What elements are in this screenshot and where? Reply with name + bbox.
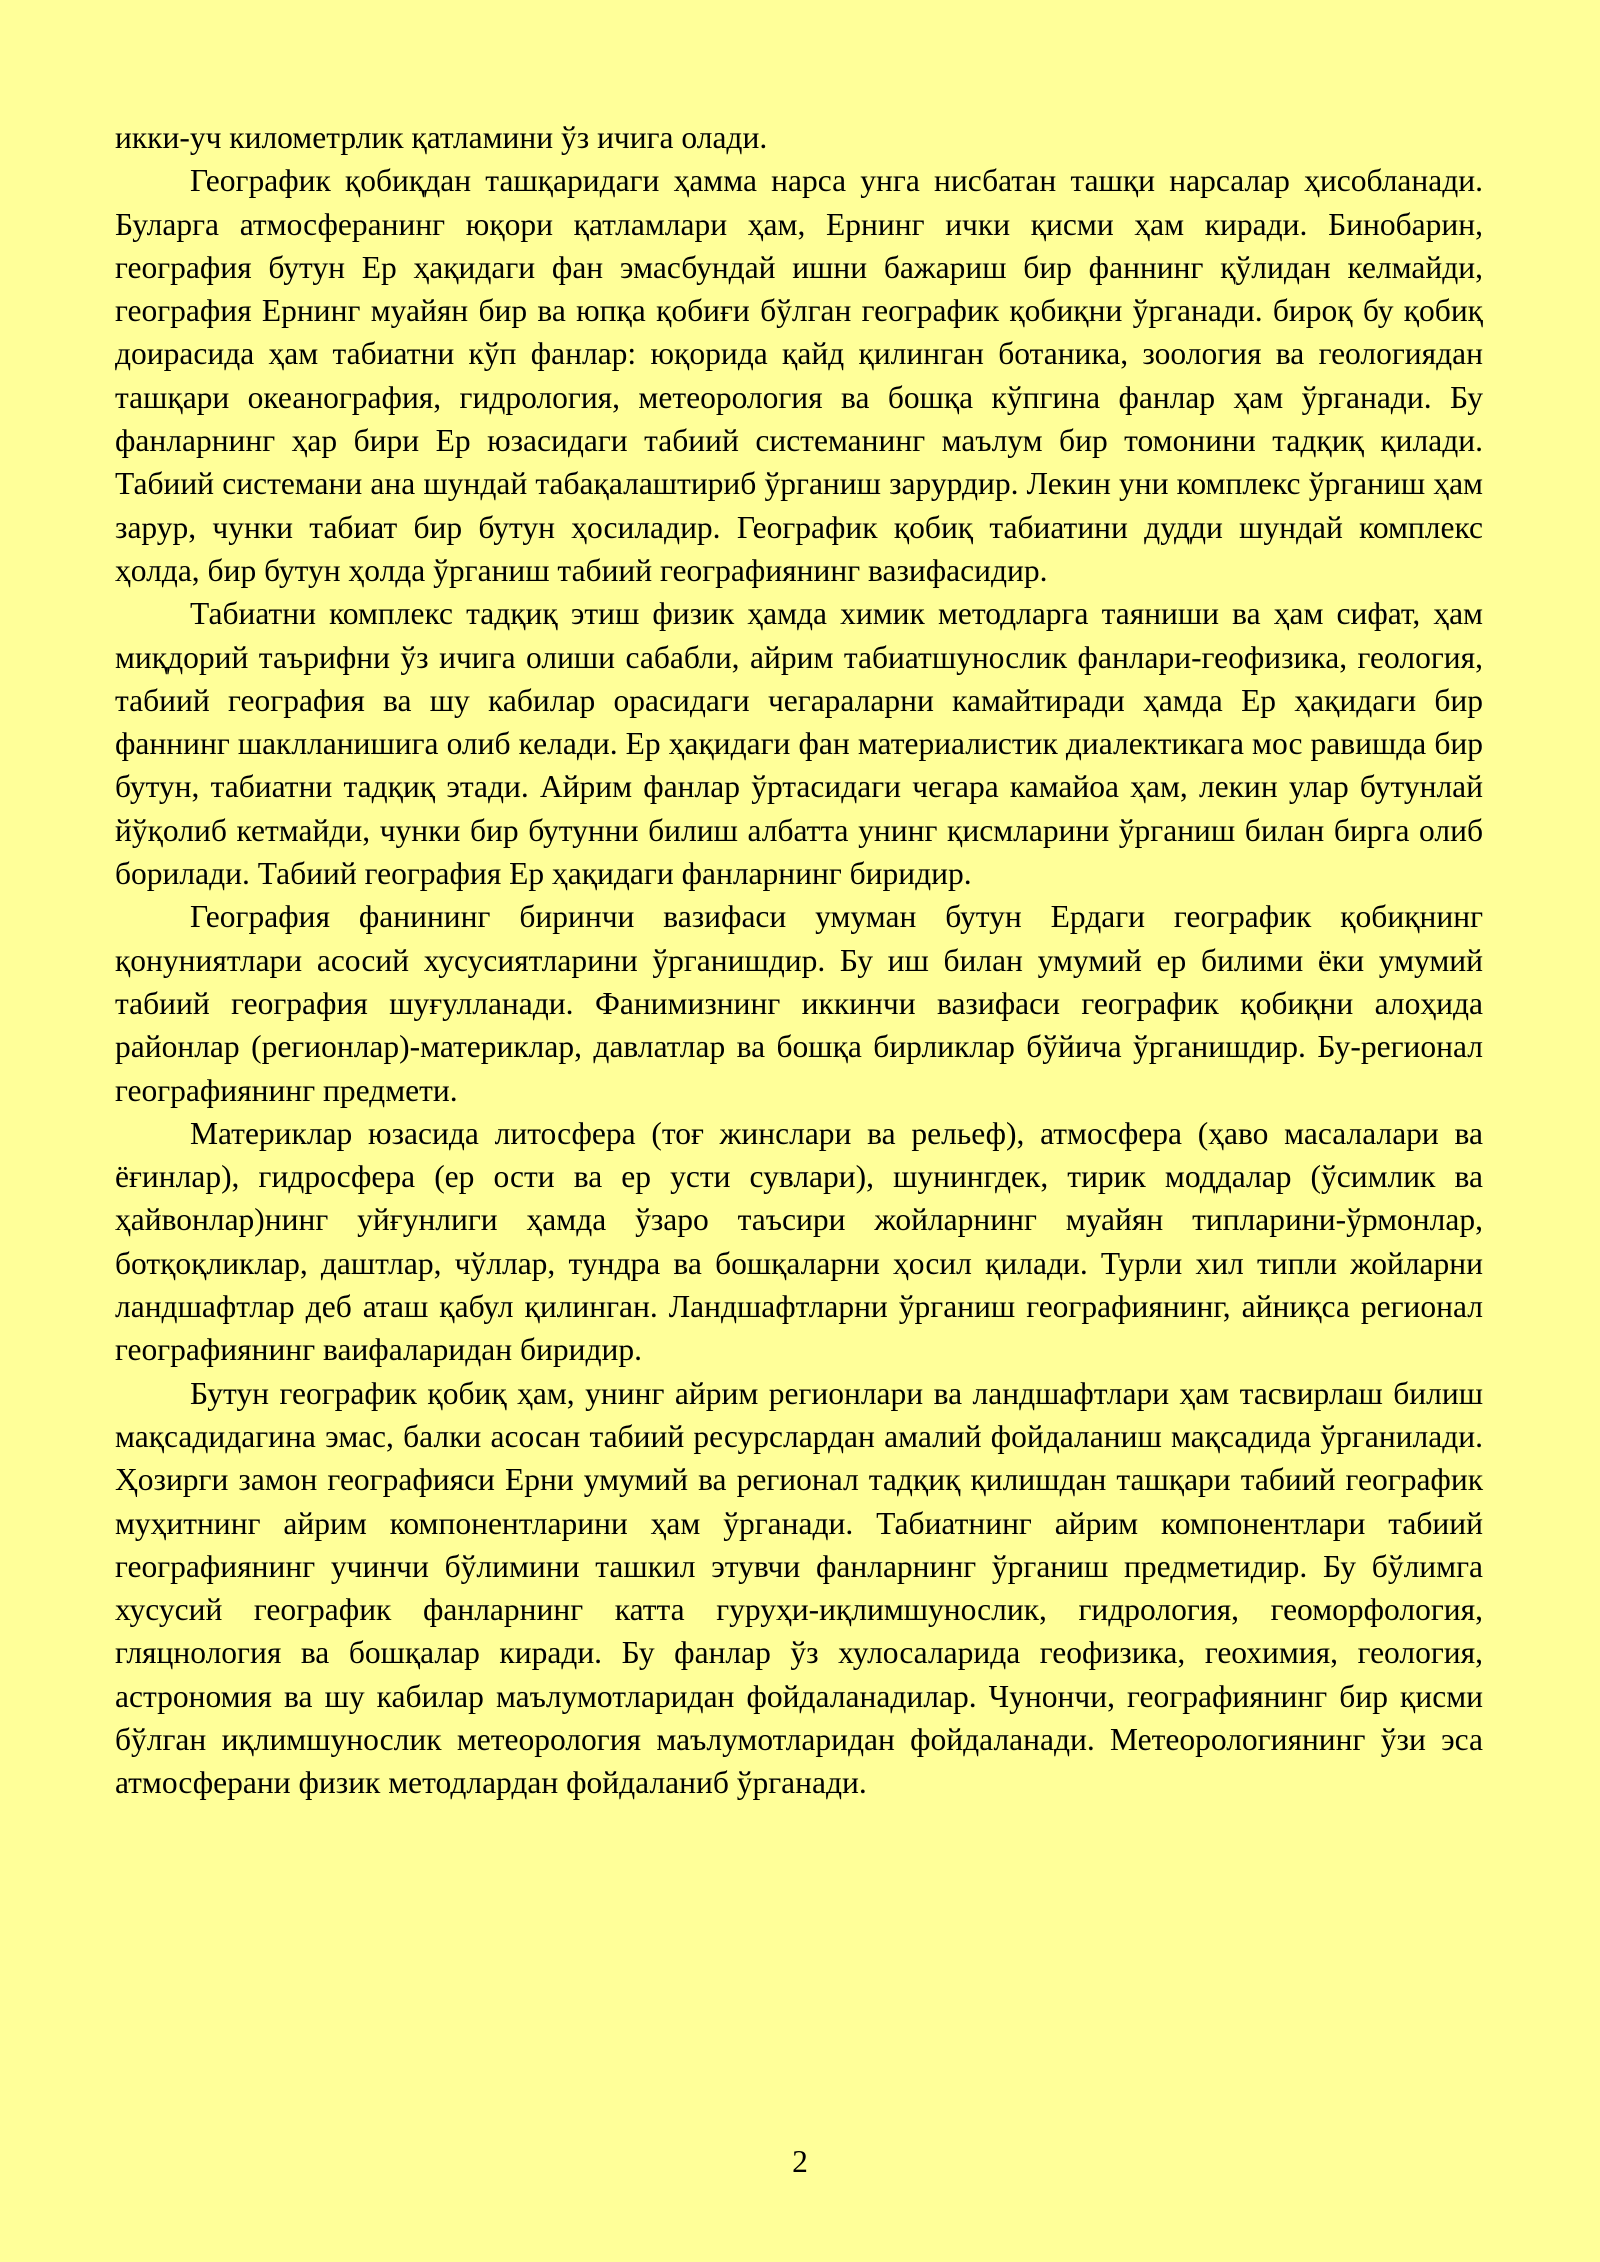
- paragraph-complex-study: Табиатни комплекс тадқиқ этиш физик ҳамда химик методларга таяниши ва ҳам сифат, ҳам миқдорий таърифни ўз ичига олиши сабабли, айрим табиатшунослик фанлари-геофизика, геология, табиий география ва шу кабилар орасидаги чегараларни камайтиради ҳамда Ер ҳақидаги бир фаннинг шаклланишига олиб келади. Ер ҳақидаги фан материалистик диалектикага мос равишда бир бутун, табиатни тадқиқ этади. Айрим фанлар ўртасидаги чегара камайоа ҳам, лекин улар бутунлай йўқолиб кетмайди, чунки бир бутунни билиш албатта унинг қисмларини ўрганиш билан бирга олиб борилади. Табиий география Ер ҳақидаги фанларнинг биридир.: [115, 596, 1483, 892]
- paragraph-continuation: икки-уч километрлик қатламини ўз ичига олади.: [115, 120, 768, 155]
- paragraph-landscapes: Материклар юзасида литосфера (тоғ жинслари ва рельеф), атмосфера (ҳаво масалалари ва ёғинлар), гидросфера (ер ости ва ер усти сувлари), шунингдек, тирик моддалар (ўсимлик ва ҳайвонлар)нинг уйғунлиги ҳамда ўзаро таъсири жойларнинг муайян типларини-ўрмонлар, ботқоқликлар, даштлар, чўллар, тундра ва бошқаларни ҳосил қилади. Турли хил типли жойларни ландшафтлар деб аташ қабул қилинган. Ландшафтларни ўрганиш географиянинг, айниқса регионал географиянинг ваифаларидан биридир.: [115, 1115, 1483, 1368]
- paragraph-tasks: География фанининг биринчи вазифаси умуман бутун Ердаги географик қобиқнинг қонуниятлари асосий хусусиятларини ўрганишдир. Бу иш билан умумий ер билими ёки умумий табиий география шуғулланади. Фанимизнинг иккинчи вазифаси географик қобиқни алоҳида районлар (регионлар)-материклар, давлатлар ва бошқа бирликлар бўйича ўрганишдир. Бу-регионал географиянинг предмети.: [115, 899, 1483, 1108]
- document-page: [115, 116, 1483, 1805]
- page-number: 2: [792, 2144, 808, 2179]
- paragraph-geographic-shell: Географик қобиқдан ташқаридаги ҳамма нарса унга нисбатан ташқи нарсалар ҳисобланади. Буларга атмосферанинг юқори қатламлари ҳам, Ернинг ички қисми ҳам киради. Бинобарин, география бутун Ер ҳақидаги фан эмасбундай ишни бажариш бир фаннинг қўлидан келмайди, география Ернинг муайян бир ва юпқа қобиғи бўлган географик қобиқни ўрганади. бироқ бу қобиқ доирасида ҳам табиатни кўп фанлар: юқорида қайд қилинган ботаника, зоология ва геологиядан ташқари океанография, гидрология, метеорология ва бошқа кўпгина фанлар ҳам ўрганади. Бу фанларнинг ҳар бири Ер юзасидаги табиий системанинг маълум бир томонини тадқиқ қилади. Табиий системани ана шундай табақалаштириб ўрганиш зарурдир. Лекин уни комплекс ўрганиш ҳам зарур, чунки табиат бир бутун ҳосиладир. Географик қобиқ табиатини дудди шундай комплекс ҳолда, бир бутун ҳолда ўрганиш табиий географиянинг вазифасидир.: [115, 163, 1483, 588]
- paragraph-components: Бутун географик қобиқ ҳам, унинг айрим регионлари ва ландшафтлари ҳам тасвирлаш билиш мақсадидагина эмас, балки асосан табиий ресурслардан амалий фойдаланиш мақсадида ўрганилади. Ҳозирги замон географияси Ерни умумий ва регионал тадқиқ қилишдан ташқари табиий географик муҳитнинг айрим компонентларини ҳам ўрганади. Табиатнинг айрим компонентлари табиий географиянинг учинчи бўлимини ташкил этувчи фанларнинг ўрганиш предметидир. Бу бўлимга хусусий географик фанларнинг катта гуруҳи-иқлимшунослик, гидрология, геоморфология, гляцнология ва бошқалар киради. Бу фанлар ўз хулосаларида геофизика, геохимия, геология, астрономия ва шу кабилар маълумотларидан фойдаланадилар. Чунончи, географиянинг бир қисми бўлган иқлимшунослик метеорология маълумотларидан фойдаланади. Метеорологиянинг ўзи эса атмосферани физик методлардан фойдаланиб ўрганади.: [115, 1375, 1483, 1801]
